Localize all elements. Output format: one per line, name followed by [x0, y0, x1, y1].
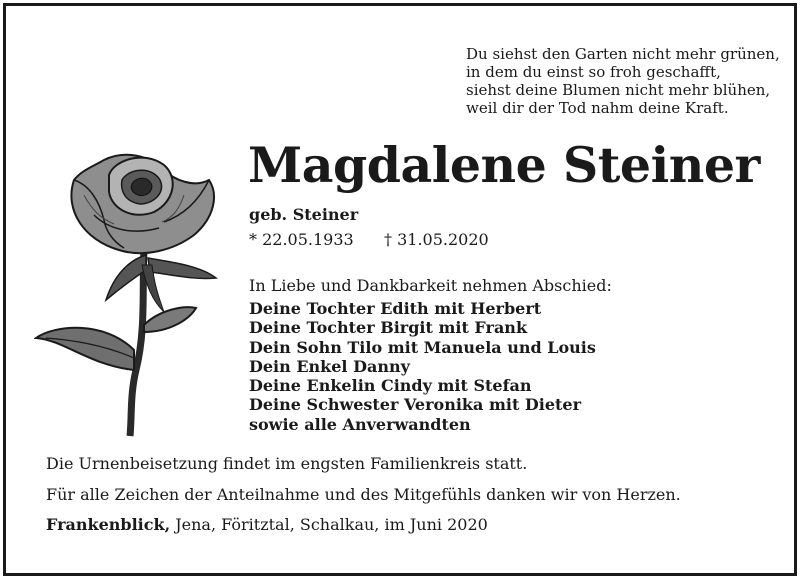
thanks-note: Für alle Zeichen der Anteilnahme und des Mitgefühls danken wir von Herzen.	[46, 485, 681, 504]
poem-line: weil dir der Tod nahm deine Kraft.	[466, 99, 729, 117]
birth-date: * 22.05.1933	[249, 230, 354, 249]
mourner: Deine Enkelin Cindy mit Stefan	[249, 376, 532, 396]
death-date: † 31.05.2020	[384, 230, 489, 249]
farewell-text: In Liebe und Dankbarkeit nehmen Abschied:	[249, 276, 612, 295]
mourner: Dein Enkel Danny	[249, 356, 410, 376]
mourner: Deine Tochter Edith mit Herbert	[249, 299, 542, 318]
poem-line: in dem du einst so froh geschafft,	[466, 63, 721, 81]
poem	[466, 45, 780, 117]
deceased-name: Magdalene Steiner	[248, 136, 760, 194]
place-rest: Jena, Föritztal, Schalkau, im Juni 2020	[170, 515, 488, 534]
poem-line: siehst deine Blumen nicht mehr blühen,	[466, 81, 771, 99]
life-dates	[249, 230, 489, 249]
mourner: Deine Schwester Veronika mit Dieter	[249, 395, 582, 415]
mourner: sowie alle Anverwandten	[249, 414, 471, 434]
poem-line: Du siehst den Garten nicht mehr grünen,	[466, 45, 780, 63]
mourner: Dein Sohn Tilo mit Manuela und Louis	[249, 337, 596, 357]
mourner: Deine Tochter Birgit mit Frank	[249, 318, 528, 338]
rose-icon	[34, 140, 224, 440]
place-date	[46, 515, 488, 534]
birth-name: geb. Steiner	[249, 205, 359, 224]
place-primary: Frankenblick,	[46, 515, 171, 534]
burial-note: Die Urnenbeisetzung findet im engsten Familienkreis statt.	[46, 454, 528, 473]
mourners-list	[249, 299, 596, 434]
